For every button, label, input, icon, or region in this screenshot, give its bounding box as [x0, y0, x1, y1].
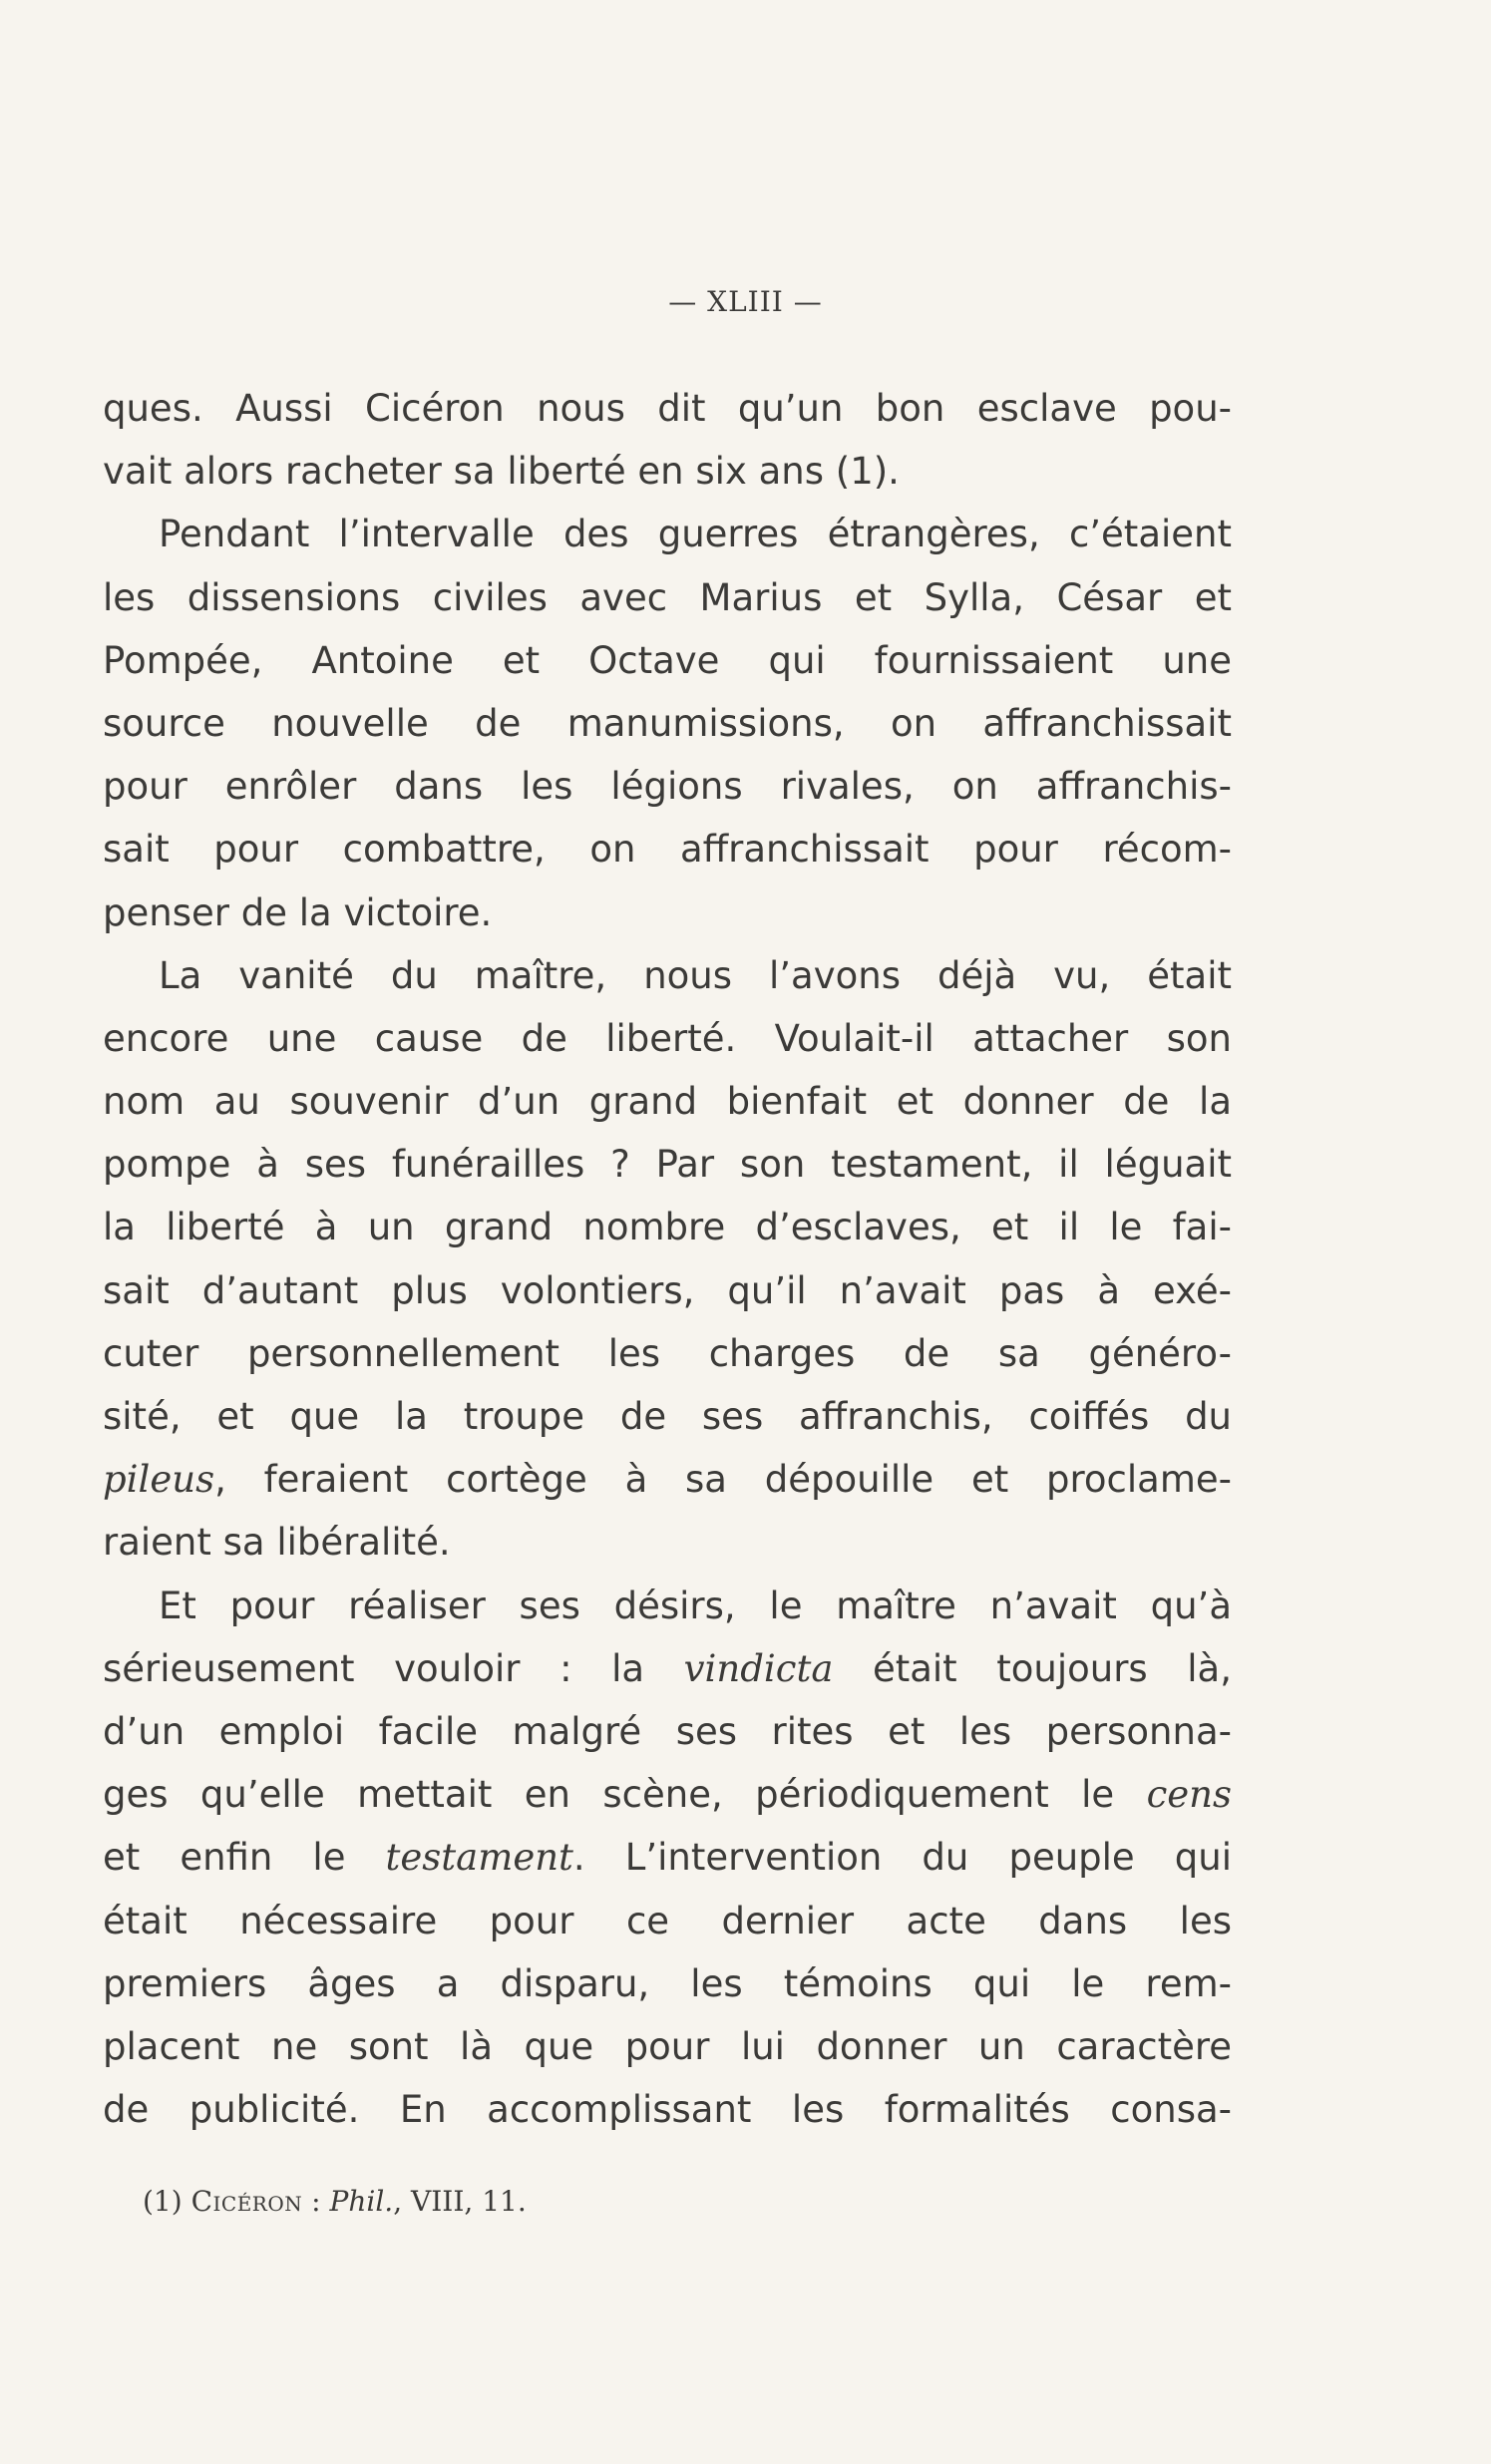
text-line: ques. Aussi Cicéron nous dit qu’un bon esclave pou-	[103, 387, 1232, 430]
footnote	[143, 2185, 527, 2218]
text-line: encore une cause de liberté. Voulait-il attacher son	[103, 1016, 1232, 1060]
text-line: premiers âges a disparu, les témoins qui le rem-	[103, 1961, 1232, 2005]
text-line: la liberté à un grand nombre d’esclaves, et il le fai-	[103, 1206, 1232, 1249]
italic-term: cens	[1146, 1773, 1232, 1817]
running-head: — XLIII —	[668, 285, 823, 318]
text-line: Pendant l’intervalle des guerres étrangères, c’étaient	[159, 513, 1232, 556]
text-line: placent ne sont là que pour lui donner un caractère	[103, 2024, 1232, 2068]
text-line: source nouvelle de manumissions, on affranchissait	[103, 701, 1232, 745]
text-line: d’un emploi facile malgré ses rites et les personna-	[103, 1709, 1232, 1753]
italic-term: vindicta	[683, 1646, 834, 1690]
text-line	[103, 1763, 1232, 1826]
footnote-ref: , VIII, 11.	[393, 2185, 527, 2218]
italic-term: testament	[385, 1836, 573, 1880]
text-run: ges qu’elle mettait en scène, périodiquement le	[103, 1773, 1147, 1817]
text-line: Et pour réaliser ses désirs, le maître n’avait qu’à	[159, 1584, 1232, 1627]
text-line	[103, 1448, 1232, 1511]
footnote-author: Cicéron	[190, 2185, 303, 2218]
text-line: les dissensions civiles avec Marius et Sylla, César et	[103, 575, 1232, 619]
text-run: , feraient cortège à sa dépouille et proclame-	[214, 1458, 1232, 1502]
text-run: était toujours là,	[833, 1646, 1232, 1690]
footnote-work: Phil.	[329, 2185, 394, 2218]
footnote-separator: :	[302, 2185, 330, 2218]
text-run: et enfin le	[103, 1836, 386, 1880]
text-run: . L’intervention du peuple qui	[572, 1836, 1232, 1880]
body-text	[103, 377, 1232, 2141]
text-run: sérieusement vouloir : la	[103, 1646, 684, 1690]
text-line	[103, 1826, 1232, 1889]
text-line: La vanité du maître, nous l’avons déjà vu, était	[159, 953, 1232, 997]
text-line: nom au souvenir d’un grand bienfait et donner de la	[103, 1080, 1232, 1124]
text-line: Pompée, Antoine et Octave qui fournissaient une	[103, 638, 1232, 682]
text-line: sait pour combattre, on affranchissait pour récom-	[103, 828, 1232, 872]
text-line: était nécessaire pour ce dernier acte dans les	[103, 1899, 1232, 1942]
text-line: pompe à ses funérailles ? Par son testament, il léguait	[103, 1143, 1232, 1187]
text-line: pour enrôler dans les légions rivales, on affranchis-	[103, 765, 1232, 809]
text-line: cuter personnellement les charges de sa généro-	[103, 1331, 1232, 1375]
text-line: penser de la victoire.	[103, 890, 493, 934]
text-line: sité, et que la troupe de ses affranchis, coiffés du	[103, 1395, 1232, 1438]
text-line: de publicité. En accomplissant les formalités consa-	[103, 2088, 1232, 2132]
text-line	[103, 1637, 1232, 1700]
text-line: sait d’autant plus volontiers, qu’il n’avait pas à exé-	[103, 1268, 1232, 1312]
text-line: raient sa libéralité.	[103, 1521, 451, 1565]
italic-term: pileus	[103, 1458, 215, 1502]
text-line: vait alors racheter sa liberté en six ans (1).	[103, 450, 900, 494]
footnote-number: (1)	[143, 2185, 183, 2218]
